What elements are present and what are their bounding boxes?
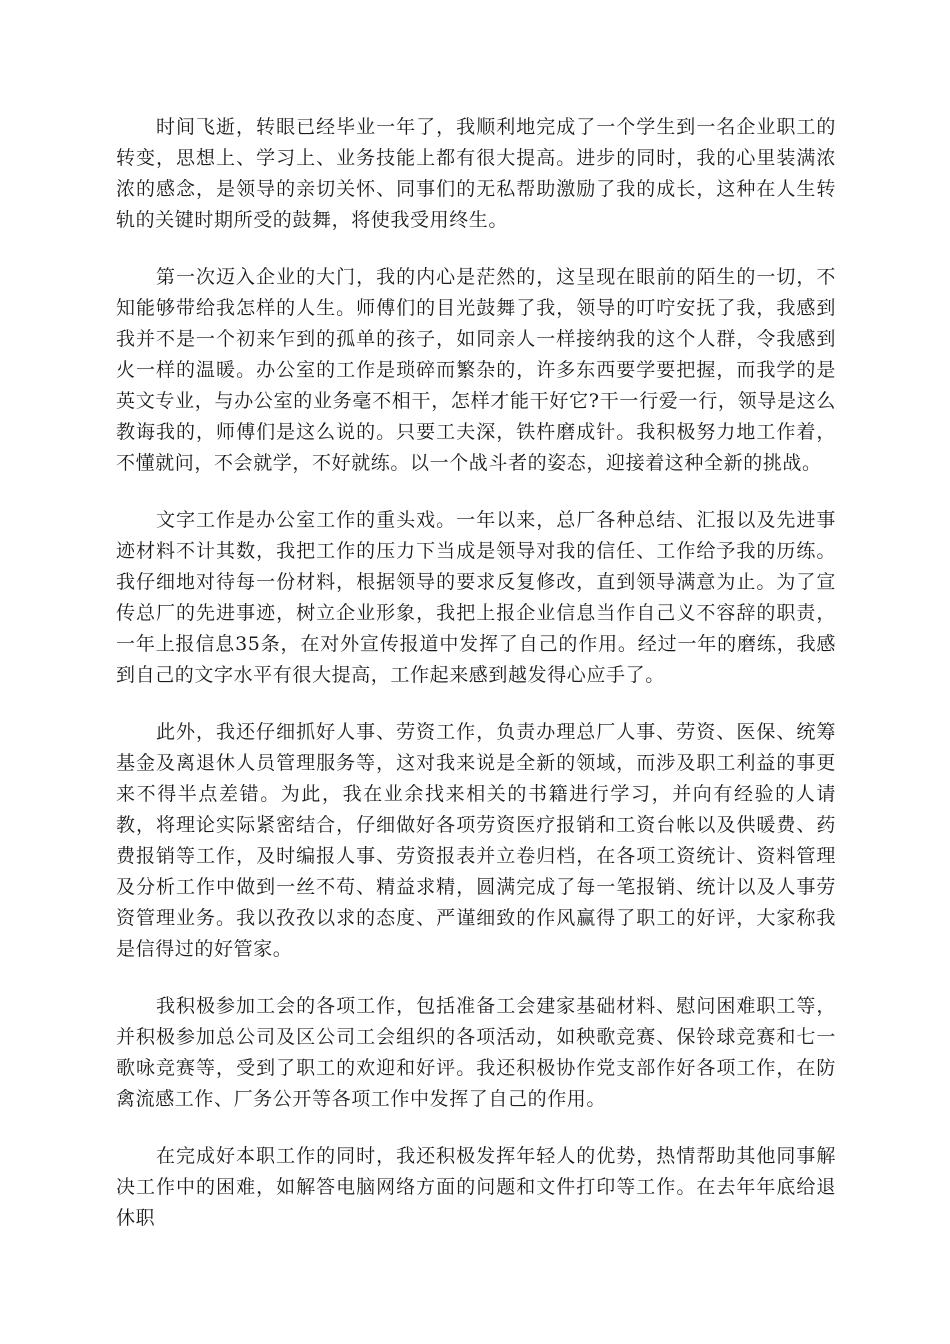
paragraph-6: 在完成好本职工作的同时，我还积极发挥年轻人的优势，热情帮助其他同事解决工作中的困难，如解答电脑网络方面的问题和文件打印等工作。在去年年底给退休职 [116, 1145, 836, 1229]
paragraph-5: 我积极参加工会的各项工作，包括准备工会建家基础材料、慰问困难职工等，并积极参加总公司及区公司工会组织的各项活动，如秧歌竞赛、保铃球竞赛和七一歌咏竞赛等，受到了职工的欢迎和好评。我还积极协作党支部作好各项工作，在防禽流感工作、厂务公开等各项工作中发挥了自己的作用。 [116, 995, 836, 1110]
paragraph-4: 此外，我还仔细抓好人事、劳资工作，负责办理总厂人事、劳资、医保、统筹基金及离退休人员管理服务等，这对我来说是全新的领域，而涉及职工利益的事更来不得半点差错。为此，我在业余找来相关的书籍进行学习，并向有经验的人请教，将理论实际紧密结合，仔细做好各项劳资医疗报销和工资台帐以及供暖费、药费报销等工作，及时编报人事、劳资报表并立卷归档，在各项工资统计、资料管理及分析工作中做到一丝不苟、精益求精，圆满完成了每一笔报销、统计以及人事劳资管理业务。我以孜孜以求的态度、严谨细致的作风赢得了职工的好评，大家称我是信得过的好管家。 [116, 721, 836, 960]
paragraph-1: 时间飞逝，转眼已经毕业一年了，我顺利地完成了一个学生到一名企业职工的转变，思想上、学习上、业务技能上都有很大提高。进步的同时，我的心里装满浓浓的感念，是领导的亲切关怀、同事们的无私帮助激励了我的成长，这种在人生转轨的关键时期所受的鼓舞，将使我受用终生。 [116, 116, 836, 231]
paragraph-3: 文字工作是办公室工作的重头戏。一年以来，总厂各种总结、汇报以及先进事迹材料不计其数，我把工作的压力下当成是领导对我的信任、工作给予我的历练。我仔细地对待每一份材料，根据领导的要求反复修改，直到领导满意为止。为了宣传总厂的先进事迹，树立企业形象，我把上报企业信息当作自己义不容辞的职责，一年上报信息35条，在对外宣传报道中发挥了自己的作用。经过一年的磨练，我感到自己的文字水平有很大提高，工作起来感到越发得心应手了。 [116, 509, 836, 686]
paragraph-2: 第一次迈入企业的大门，我的内心是茫然的，这呈现在眼前的陌生的一切，不知能够带给我怎样的人生。师傅们的目光鼓舞了我，领导的叮咛安抚了我，我感到我并不是一个初来乍到的孤单的孩子，如同亲人一样接纳我的这个人群，令我感到火一样的温暖。办公室的工作是琐碎而繁杂的，许多东西要学要把握，而我学的是英文专业，与办公室的业务毫不相干，怎样才能干好它?干一行爱一行，领导是这么教诲我的，师傅们是这么说的。只要工夫深，铁杵磨成针。我积极努力地工作着，不懂就问，不会就学，不好就练。以一个战斗者的姿态，迎接着这种全新的挑战。 [116, 266, 836, 474]
document-body [116, 112, 836, 1260]
